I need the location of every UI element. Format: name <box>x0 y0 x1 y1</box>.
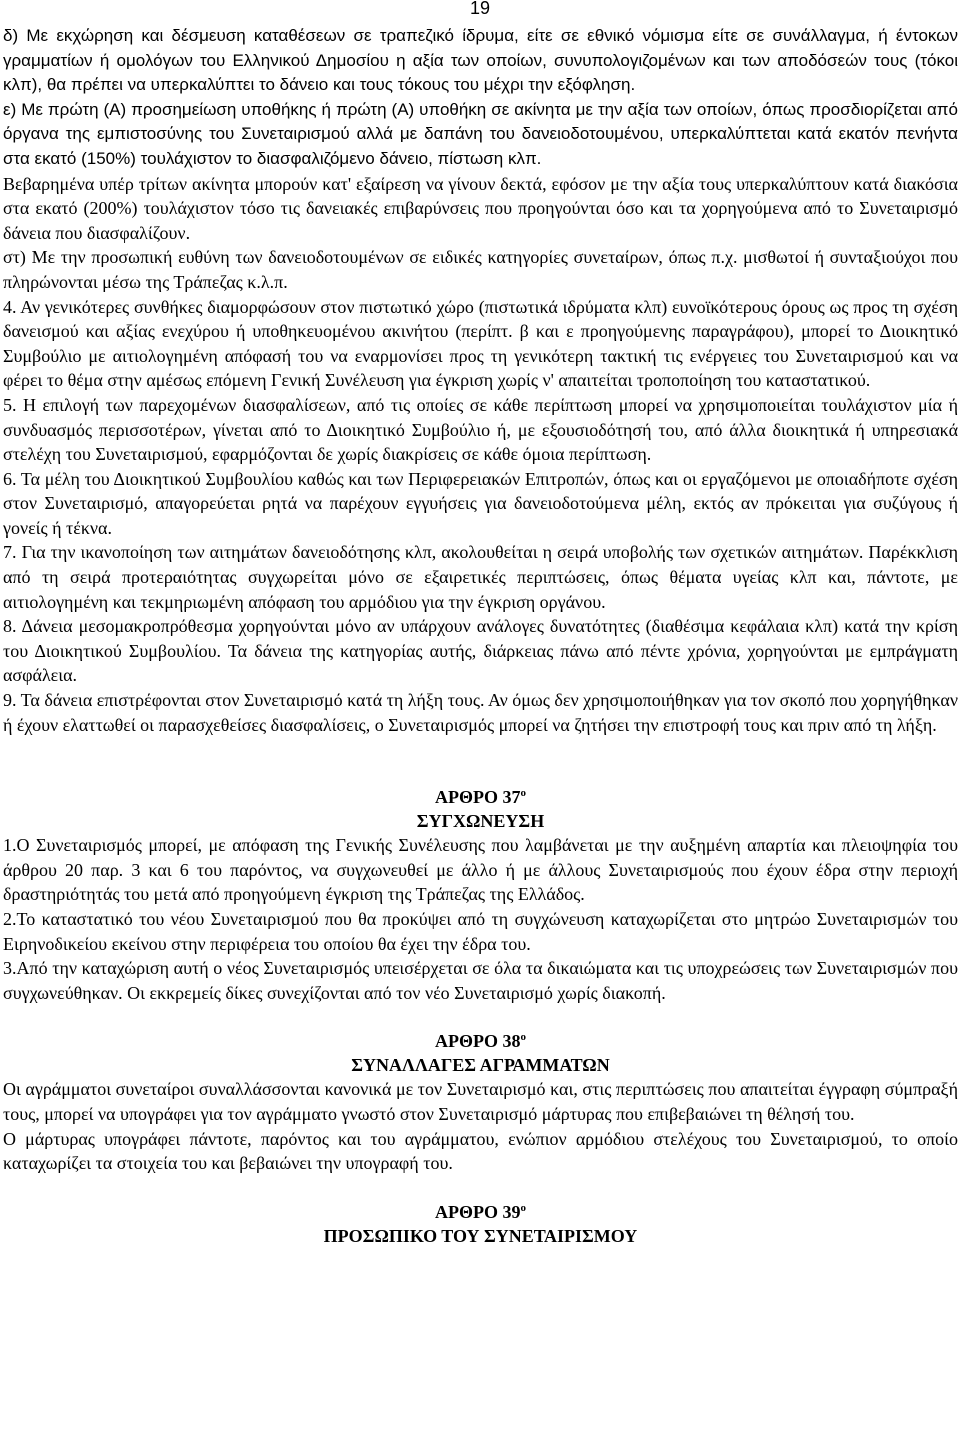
article-37-heading: ΑΡΘΡΟ $37^o$ <box>435 787 526 808</box>
paragraph-5: 5. Η επιλογή των παρεχομένων διασφαλίσεων, από τις οποίες σε κάθε περίπτωση μπορεί να χρησιμοποιείται τουλάχιστον μία ή συνδυασμός περισσοτέρων, γίνεται από το Διοικητικό Συμβούλιο ή, με εξουσιοδότησή του, από άλλα διοικητικά ή υπηρεσιακά στελέχη του Συνεταιρισμού, εφαρμόζονται δε χωρίς διακρίσεις σε κάθε όμοια περίπτωση. <box>3 394 958 465</box>
paragraph-8: 8. Δάνεια μεσομακροπρόθεσμα χορηγούνται μόνο αν υπάρχουν ανάλογες δυνατότητες (διαθέσιμα κεφάλαια κλπ) κατά την κρίση του Διοικητικού Συμβουλίου. Τα δάνεια της κατηγορίας αυτής, διάρκειας πάνω από πέντε χρόνια, χορηγούνται με εμπράγματη ασφάλεια. <box>3 616 958 686</box>
article-38-paragraph-1: Οι αγράμματοι συνεταίροι συναλλάσσονται κανονικά με τον Συνεταιρισμό και, στις περιπτώσεις που απαιτείται έγγραφη σύμπραξή τους, μπορεί να υπογράφει για τον αγράμματο γνωστό στον Συνεταιρισμό μάρτυρας που επιβεβαιώνει τη θέλησή του. <box>3 1079 958 1124</box>
page-content <box>3 24 958 1248</box>
paragraph-6: 6. Τα μέλη του Διοικητικού Συμβουλίου καθώς και των Περιφερειακών Επιτροπών, όπως και οι εργαζόμενοι με οποιαδήποτε σχέση στον Συνεταιρισμό, απαγορεύεται ρητά να παρέχουν εγγυήσεις για δανειοδοτούμενα μέλη, εκτός αν πρόκειται για συζύγους ή γονείς ή τέκνα. <box>3 468 958 538</box>
spacer <box>3 761 958 785</box>
paragraph-d: δ) Με εκχώρηση και δέσμευση καταθέσεων σε τραπεζικό ίδρυμα, είτε σε εθνικό νόμισμα είτε σε συνάλλαγμα, ή έντοκων γραμματίων ή ομολόγων του Ελληνικού Δημοσίου η αξία των οποίων, συνυπολογιζομένων και των αποδόσεών τους (τόκοι κλπ), θα πρέπει να υπερκαλύπτει το δάνειο και τους τόκους του μέχρι την εξόφληση. <box>3 26 958 95</box>
paragraph-4: 4. Αν γενικότερες συνθήκες διαμορφώσουν στον πιστωτικό χώρο (πιστωτικά ιδρύματα κλπ) ευνοϊκότερους όρους ως προς τη σχέση δανεισμού και αξίας ενεχύρου ή υποθηκευομένου ακινήτου (περίπτ. β και ε προηγούμενης παραγράφου), μπορεί το Διοικητικό Συμβούλιο με αιτιολογημένη απόφασή του να εναρμονίσει προς τη γενικότερη τακτική τις ενέργειες του Συνεταιρισμού και να φέρει το θέμα στην αμέσως επόμενη Γενική Συνέλευση για έγκριση χωρίς ν' απαιτείται τροποποίηση του καταστατικού. <box>3 296 958 391</box>
sans-section <box>3 24 958 172</box>
article-38-paragraph-2: Ο μάρτυρας υπογράφει πάντοτε, παρόντος και του αγράμματου, ενώπιον αρμόδιου στελέχους του Συνεταιρισμού, το οποίο καταχωρίζει τα στοιχεία του και βεβαιώνει την υπογραφή του. <box>3 1128 958 1174</box>
article-39-title: ΠΡΟΣΩΠΙΚΟ ΤΟΥ ΣΥΝΕΤΑΙΡΙΣΜΟΥ <box>323 1225 638 1246</box>
spacer <box>3 737 958 761</box>
spacer <box>3 1176 958 1200</box>
article-37-paragraph-2: 2.Το καταστατικό του νέου Συνεταιρισμού που θα προκύψει από τη συγχώνευση καταχωρίζεται στο μητρώο Συνεταιρισμών του Ειρηνοδικείου εκείνου στην περιφέρεια του οποίου θα έχει την έδρα του. <box>3 909 958 954</box>
article-39-heading: ΑΡΘΡΟ $39^o$ <box>435 1201 526 1222</box>
paragraph-9: 9. Τα δάνεια επιστρέφονται στον Συνεταιρισμό κατά τη λήξη τους. Αν όμως δεν χρησιμοποιήθηκαν για τον σκοπό που χορηγήθηκαν ή έχουν ελαττωθεί οι παρασχεθείσες διασφαλίσεις, ο Συνεταιρισμός μπορεί να ζητήσει την επιστροφή τους και πριν από τη λήξη. <box>3 690 958 735</box>
article-37-paragraph-1: 1.Ο Συνεταιρισμός μπορεί, με απόφαση της Γενικής Συνέλευσης που λαμβάνεται με την αυξημένη απαρτία και πλειοψηφία του άρθρου 20 παρ. 3 και 6 του παρόντος, να συγχωνευθεί με άλλο ή με άλλους Συνεταιρισμούς που έχουν έδρα στην περιοχή δραστηριότητάς του μετά από προηγούμενη έγκριση της Τράπεζας της Ελλάδος. <box>3 835 958 905</box>
article-37-title: ΣΥΓΧΩΝΕΥΣΗ <box>416 811 545 832</box>
article-38-title: ΣΥΝΑΛΛΑΓΕΣ ΑΓΡΑΜΜΑΤΩΝ <box>351 1055 610 1076</box>
page-number: 19 <box>469 0 491 18</box>
serif-section <box>3 172 958 1248</box>
paragraph-encumbered: Βεβαρημένα υπέρ τρίτων ακίνητα μπορούν κατ' εξαίρεση να γίνουν δεκτά, εφόσον με την αξία τους υπερκαλύπτουν κατά διακόσια στα εκατό (200%) τουλάχιστον τόσο τις δανειακές επιβαρύνσεις που προηγούνται όσο και τα χορηγούμενα από το Συνεταιρισμό δάνεια που διασφαλίζουν. <box>3 173 958 243</box>
article-38-heading: ΑΡΘΡΟ $38^o$ <box>435 1031 526 1052</box>
paragraph-7: 7. Για την ικανοποίηση των αιτημάτων δανειοδότησης κλπ, ακολουθείται η σειρά υποβολής των σχετικών αιτημάτων. Παρέκκλιση από τη σειρά προτεραιότητας συγχωρείται μόνο σε εξαιρετικές περιπτώσεις, όπως θέματα υγείας κλπ και, πάντοτε, με αιτιολογημένη και τεκμηριωμένη απόφαση του αρμόδιου για την έγκριση οργάνου. <box>3 542 958 612</box>
spacer <box>3 1005 958 1029</box>
paragraph-st: στ) Με την προσωπική ευθύνη των δανειοδοτουμένων σε ειδικές κατηγορίες συνεταίρων, όπως π.χ. μισθωτοί ή συνταξιούχοι που πληρώνονται μέσω της Τράπεζας κ.λ.π. <box>3 247 958 292</box>
article-37-paragraph-3: 3.Από την καταχώριση αυτή ο νέος Συνεταιρισμός υπεισέρχεται σε όλα τα δικαιώματα και τις υποχρεώσεις των Συνεταιρισμών που συγχωνεύθηκαν. Οι εκκρεμείς δίκες συνεχίζονται από τον νέο Συνεταιρισμό χωρίς διακοπή. <box>3 958 958 1003</box>
paragraph-e: ε) Με πρώτη (Α) προσημείωση υποθήκης ή πρώτη (Α) υποθήκη σε ακίνητα με την αξία των οποίων, όπως προσδιορίζεται από όργανα της εμπιστοσύνης του Συνεταιρισμού αλλά με δαπάνη του δανειοδοτουμένου, υπερκαλύπτεται κατά εκατόν πενήντα στα εκατό (150%) τουλάχιστον το διασφαλιζόμενο δάνειο, πίστωση κλπ. <box>3 99 958 168</box>
